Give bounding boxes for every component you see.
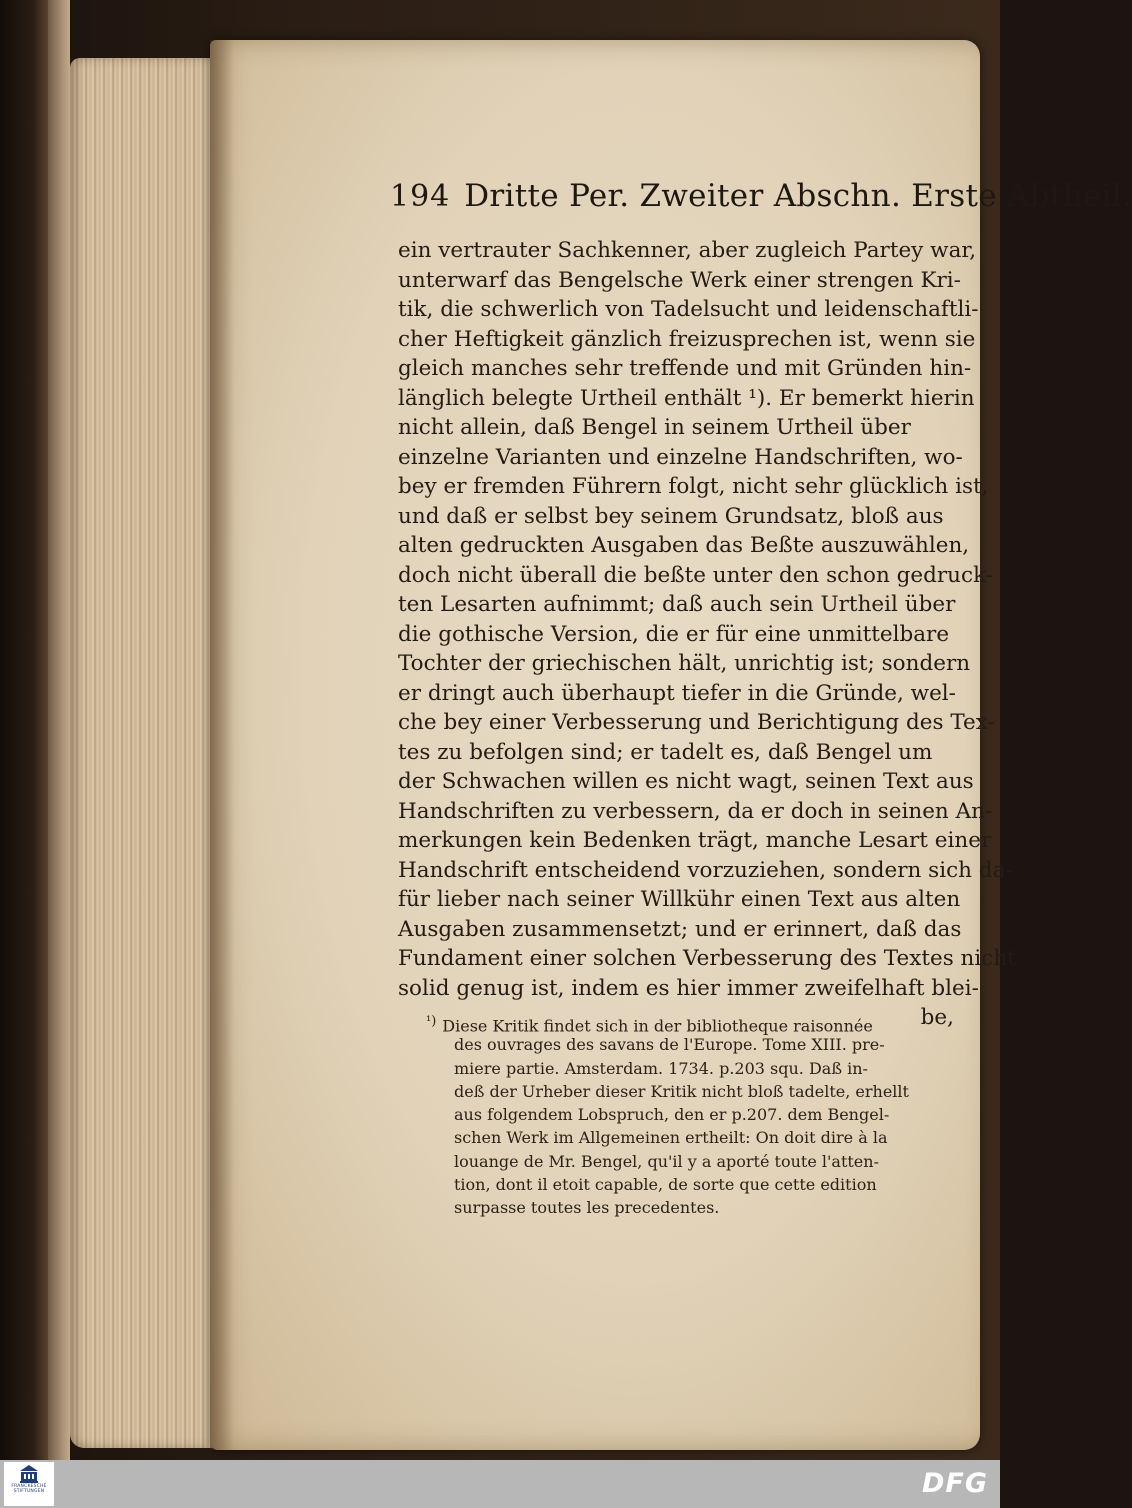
footnote-line: des ouvrages des savans de l'Europe. Tome XIII. pre- bbox=[454, 1035, 885, 1055]
text-line: tes zu befolgen sind; er tadelt es, daß Bengel um bbox=[398, 739, 933, 765]
text-line: bey er fremden Führern folgt, nicht sehr glücklich ist, bbox=[398, 474, 989, 499]
text-line: der Schwachen willen es nicht wagt, seinen Text aus bbox=[398, 769, 974, 794]
text-line: alten gedruckten Ausgaben das Beßte auszuwählen, bbox=[398, 533, 970, 558]
text-line: unterwarf das Bengelsche Werk einer strengen Kri- bbox=[398, 267, 961, 293]
dfg-logo[interactable]: DFG bbox=[921, 1468, 988, 1499]
text-line: doch nicht überall die beßte unter den schon gedruck- bbox=[398, 562, 993, 588]
gutter-shadow bbox=[210, 40, 234, 1450]
footnote-line: miere partie. Amsterdam. 1734. p.203 squ. Daß in- bbox=[454, 1058, 868, 1078]
text-line: Handschriften zu verbessern, da er doch in seinen An- bbox=[398, 798, 993, 824]
text-line: che bey einer Verbesserung und Berichtigung des Tex- bbox=[398, 710, 995, 735]
main-text bbox=[398, 236, 1016, 1036]
text-line: Ausgaben zusammensetzt; und er erinnert, daß das bbox=[398, 916, 962, 942]
text-line: ten Lesarten aufnimmt; daß auch sein Urtheil über bbox=[398, 592, 956, 617]
catchword: be, bbox=[920, 1005, 954, 1030]
text-line: er dringt auch überhaupt tiefer in die Gründe, wel- bbox=[398, 680, 956, 706]
building-icon bbox=[18, 1464, 40, 1484]
footnote-line: louange de Mr. Bengel, qu'il y a aporté toute l'atten- bbox=[454, 1151, 879, 1171]
footnote-line: schen Werk im Allgemeinen ertheilt: On doit dire à la bbox=[454, 1128, 888, 1148]
institution-logo[interactable] bbox=[4, 1462, 54, 1506]
text-line: ein vertrauter Sachkenner, aber zugleich Partey war, bbox=[398, 238, 977, 263]
text-line: für lieber nach seiner Willkühr einen Text aus alten bbox=[398, 887, 961, 912]
text-line: Tochter der griechischen hält, unrichtig ist; sondern bbox=[398, 651, 971, 676]
footnote-line: surpasse toutes les precedentes. bbox=[454, 1198, 720, 1218]
institution-logo-text: FRANCKESCHE STIFTUNGEN bbox=[11, 1484, 47, 1494]
text-line: und daß er selbst bey seinem Grundsatz, bloß aus bbox=[398, 503, 944, 529]
text-line: einzelne Varianten und einzelne Handschriften, wo- bbox=[398, 444, 963, 470]
text-line: länglich belegte Urtheil enthält ¹). Er bemerkt hierin bbox=[398, 385, 975, 411]
footnote-line: aus folgendem Lobspruch, den er p.207. dem Bengel- bbox=[454, 1105, 890, 1125]
footnote-marker: ¹) bbox=[426, 1014, 437, 1029]
text-line: die gothische Version, die er für eine unmittelbare bbox=[398, 621, 950, 647]
footnote-line: tion, dont il etoit capable, de sorte que cette edition bbox=[454, 1175, 877, 1195]
running-head: Dritte Per. Zweiter Abschn. Erste Abtheil. bbox=[464, 178, 1132, 214]
page-header bbox=[390, 178, 1132, 224]
footnote bbox=[426, 1010, 952, 1220]
page-edges bbox=[70, 58, 220, 1448]
text-line: cher Heftigkeit gänzlich freizusprechen ist, wenn sie bbox=[398, 326, 976, 352]
text-line: Handschrift entscheidend vorzuziehen, sondern sich da- bbox=[398, 857, 1013, 883]
text-line: solid genug ist, indem es hier immer zweifelhaft blei- bbox=[398, 975, 979, 1001]
text-line: Fundament einer solchen Verbesserung des Textes nicht bbox=[398, 946, 1016, 971]
footnote-line: $^{^1)}$ Diese Kritik findet sich in der bibliotheque raisonnée bbox=[426, 1014, 873, 1036]
text-line: gleich manches sehr treffende und mit Gründen hin- bbox=[398, 356, 972, 381]
text-line: tik, die schwerlich von Tadelsucht und leidenschaftli- bbox=[398, 297, 979, 322]
book-spine bbox=[48, 0, 70, 1460]
book-cover bbox=[0, 0, 48, 1460]
footnote-line: deß der Urheber dieser Kritik nicht bloß tadelte, erhellt bbox=[454, 1081, 909, 1101]
viewer-footer-bar bbox=[0, 1460, 1000, 1508]
text-line: nicht allein, daß Bengel in seinem Urtheil über bbox=[398, 415, 911, 440]
text-line: merkungen kein Bedenken trägt, manche Lesart einer bbox=[398, 828, 992, 853]
page-number: 194 bbox=[390, 179, 451, 214]
